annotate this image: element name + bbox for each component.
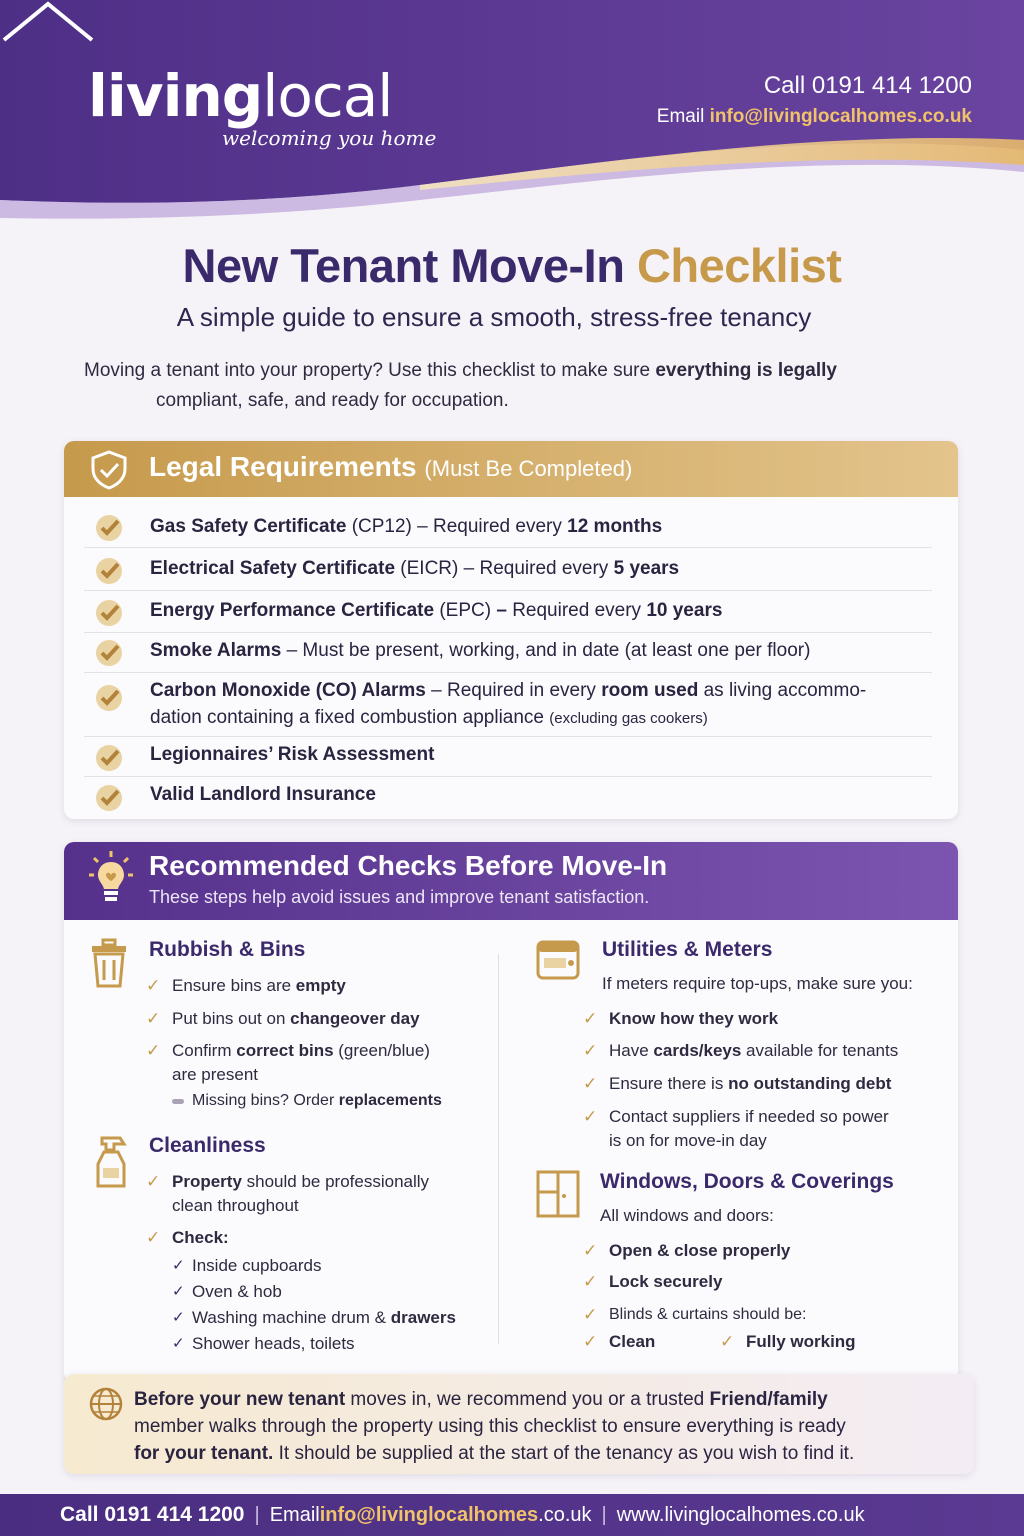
spray-bottle-icon [94,1134,130,1190]
item-text-3: are present [172,1065,258,1084]
check-icon: ✓ [583,1041,598,1060]
intro-text-1: Moving a tenant into your property? Use this checklist to make sure [84,360,656,381]
legal-item-dash: – [496,600,507,621]
check-icon: ✓ [146,1041,161,1060]
windows-item-clean [583,1330,656,1354]
legal-item-period: 10 years [646,600,723,621]
legal-item-bold-2: room used [601,680,699,701]
item-bold: cards/keys [653,1041,742,1060]
item-text-2: is on for move-in day [609,1131,767,1150]
recommendation-note-text [134,1386,964,1467]
legal-item-text: – Required in every [425,680,602,701]
clean-item-check [146,1226,229,1250]
check-icon: ✓ [146,1009,161,1028]
dash-icon [172,1099,184,1104]
item-bold: empty [295,976,346,995]
legal-item-note: (excluding gas cookers) [549,710,708,727]
gold-check-icon [94,743,124,773]
check-icon: ✓ [583,1009,598,1028]
windows-item-blinds [583,1303,807,1327]
check-icon: ✓ [583,1305,598,1324]
rubbish-item-missing [192,1089,442,1113]
cleanliness-title: Cleanliness [149,1134,266,1157]
recommendation-note-box [64,1374,974,1474]
clean-item-professional [146,1170,430,1218]
column-divider [498,954,499,1344]
trash-bin-icon [90,938,128,990]
check-icon: ✓ [172,1257,185,1274]
check-icon: ✓ [583,1074,598,1093]
item-bold: drawers [390,1308,456,1327]
legal-item-text-2: as living accommo- [698,680,867,701]
title-accent: Checklist [636,239,842,292]
utilities-item-suppliers [583,1105,889,1153]
utilities-item-debt [583,1072,892,1096]
header-email-line [657,106,972,128]
footer-phone[interactable]: Call 0191 414 1200 [60,1503,245,1526]
footer-separator: | [254,1503,260,1526]
recommended-checks-title: Recommended Checks Before Move-In [149,850,668,881]
utilities-meters-title: Utilities & Meters [602,938,773,961]
header-phone: Call 0191 414 1200 [763,72,972,99]
note-bold-1: Before your new tenant [134,1389,346,1410]
check-icon: ✓ [172,1283,185,1300]
item-bold: Property [172,1172,242,1191]
intro-text-bold: everything is legally [655,360,837,381]
check-icon: ✓ [172,1309,185,1326]
legal-item-label: Electrical Safety Certificate [150,558,396,579]
item-text-2: (green/blue) [333,1041,430,1060]
utilities-note: If meters require top-ups, make sure you: [602,974,913,993]
check-icon: ✓ [172,1335,185,1352]
footer-email-label: Email [269,1503,320,1526]
utilities-item-cards [583,1039,899,1063]
item-bold: replacements [338,1092,442,1109]
check-icon: ✓ [146,1228,161,1247]
globe-icon [88,1386,124,1422]
windows-item-working [720,1330,856,1354]
legal-item-insurance [84,777,932,815]
item-text: Blinds & curtains should be: [609,1306,807,1323]
item-text: Shower heads, toilets [192,1334,355,1353]
check-icon: ✓ [583,1272,598,1291]
item-bold: Fully working [746,1332,856,1351]
note-bold-2: Friend/family [709,1389,828,1410]
windows-doors-title: Windows, Doors & Coverings [600,1170,894,1193]
brand-name-bold: living [88,62,263,130]
legal-item-epc [84,591,932,633]
legal-item-label: Energy Performance Certificate [150,600,435,621]
check-icon: ✓ [583,1107,598,1126]
footer-email-rest: .co.uk [538,1503,592,1526]
footer-bar [0,1494,1024,1536]
legal-heading-text: Legal Requirements [149,451,417,482]
windows-note: All windows and doors: [600,1206,774,1225]
page-subtitle: A simple guide to ensure a smooth, stress-free tenancy [176,302,812,332]
recommended-checks-header [64,842,958,920]
rubbish-item-empty [146,974,346,998]
item-text: Ensure there is [609,1074,729,1093]
item-text: Missing bins? Order [192,1092,339,1109]
check-icon: ✓ [146,1172,161,1191]
title-main: New Tenant Move-In [182,239,637,292]
clean-subitem-washing [172,1306,456,1330]
footer-email-bold: info@livinglocalhomes [319,1503,539,1526]
house-logo-icon [0,0,130,44]
legal-item-label: Carbon Monoxide (CO) Alarms [150,680,426,701]
legal-item-label: Smoke Alarms [150,640,282,661]
header-banner [0,0,1024,230]
legal-item-co [84,673,932,737]
legal-item-text: (EPC) [434,600,497,621]
item-bold: Open & close properly [609,1241,791,1260]
legal-item-line-2: dation containing a fixed combustion appliance [150,707,550,728]
item-text: Oven & hob [192,1282,282,1301]
legal-item-gas [84,505,932,548]
item-bold: Lock securely [609,1272,723,1291]
item-text: Confirm [172,1041,237,1060]
legal-item-electrical [84,548,932,591]
item-text-2: available for tenants [741,1041,899,1060]
legal-requirements-card [64,441,958,819]
legal-item-text: – Must be present, working, and in date (at least one per floor) [281,640,811,661]
legal-item-legionnaires [84,737,932,777]
note-text-3: It should be supplied at the start of the tenancy as you wish to find it. [273,1443,855,1464]
shield-check-icon [88,449,130,491]
page-title [0,238,1024,293]
brand-tagline: welcoming you home [222,126,437,150]
item-text: Contact suppliers if needed so power [609,1107,889,1126]
lightbulb-icon [88,849,134,909]
gold-check-icon [94,598,124,628]
windows-item-lock [583,1270,723,1294]
intro-paragraph [84,356,944,416]
meter-icon [536,938,580,982]
legal-item-text-2: Required every [506,600,647,621]
item-text: Have [609,1041,654,1060]
footer-website-link[interactable]: www.livinglocalhomes.co.uk [616,1503,865,1526]
item-text: Ensure bins are [172,976,296,995]
note-bold-3: for your tenant. [134,1443,274,1464]
rubbish-item-changeover [146,1007,420,1031]
footer-separator: | [601,1503,607,1526]
gold-check-icon [94,783,124,813]
rubbish-item-correct-bins [146,1039,430,1087]
legal-requirements-title [149,451,632,483]
check-icon: ✓ [583,1241,598,1260]
legal-item-period: 12 months [567,516,663,537]
item-bold: no outstanding debt [728,1074,892,1093]
item-bold: Check: [172,1228,229,1247]
legal-item-label: Legionnaires’ Risk Assessment [150,744,435,765]
item-bold: Clean [609,1332,656,1351]
note-text-1: moves in, we recommend you or a trusted [345,1389,710,1410]
item-bold: changeover day [290,1009,420,1028]
header-email-label: Email [656,106,710,127]
clean-subitem-cupboards [172,1254,322,1278]
utilities-item-know [583,1007,779,1031]
intro-text-2: compliant, safe, and ready for occupation. [156,390,509,411]
recommended-checks-card [64,842,958,1382]
item-text-2: clean throughout [172,1196,299,1215]
note-text-2: member walks through the property using this checklist to ensure everything is ready [134,1416,846,1437]
clean-subitem-shower [172,1332,355,1356]
brand-name-light: local [262,62,393,130]
check-icon: ✓ [583,1332,598,1351]
legal-heading-sub: (Must Be Completed) [424,456,633,481]
legal-item-label: Valid Landlord Insurance [150,784,376,805]
item-bold: Know how they work [609,1009,779,1028]
legal-item-period: 5 years [613,558,680,579]
check-icon: ✓ [146,976,161,995]
gold-check-icon [94,638,124,668]
item-bold: correct bins [236,1041,334,1060]
item-text: Put bins out on [172,1009,291,1028]
recommended-checks-subtitle: These steps help avoid issues and improve tenant satisfaction. [149,887,650,907]
legal-requirements-header [64,441,958,497]
footer-email-link[interactable] [320,1504,592,1527]
header-email-link[interactable]: info@livinglocalhomes.co.uk [709,106,972,127]
legal-item-label: Gas Safety Certificate [150,516,347,537]
legal-item-text: (CP12) – Required every [346,516,568,537]
legal-item-smoke [84,633,932,673]
item-text: should be professionally [241,1172,430,1191]
windows-item-open-close [583,1239,791,1263]
item-text: Washing machine drum & [192,1308,391,1327]
clean-subitem-oven [172,1280,282,1304]
gold-check-icon [94,683,124,713]
window-door-icon [536,1170,580,1218]
gold-check-icon [94,556,124,586]
legal-item-text: (EICR) – Required every [395,558,614,579]
rubbish-bins-title: Rubbish & Bins [149,938,306,961]
brand-logo [88,62,392,130]
check-icon: ✓ [720,1332,735,1351]
gold-check-icon [94,513,124,543]
item-text: Inside cupboards [192,1256,322,1275]
